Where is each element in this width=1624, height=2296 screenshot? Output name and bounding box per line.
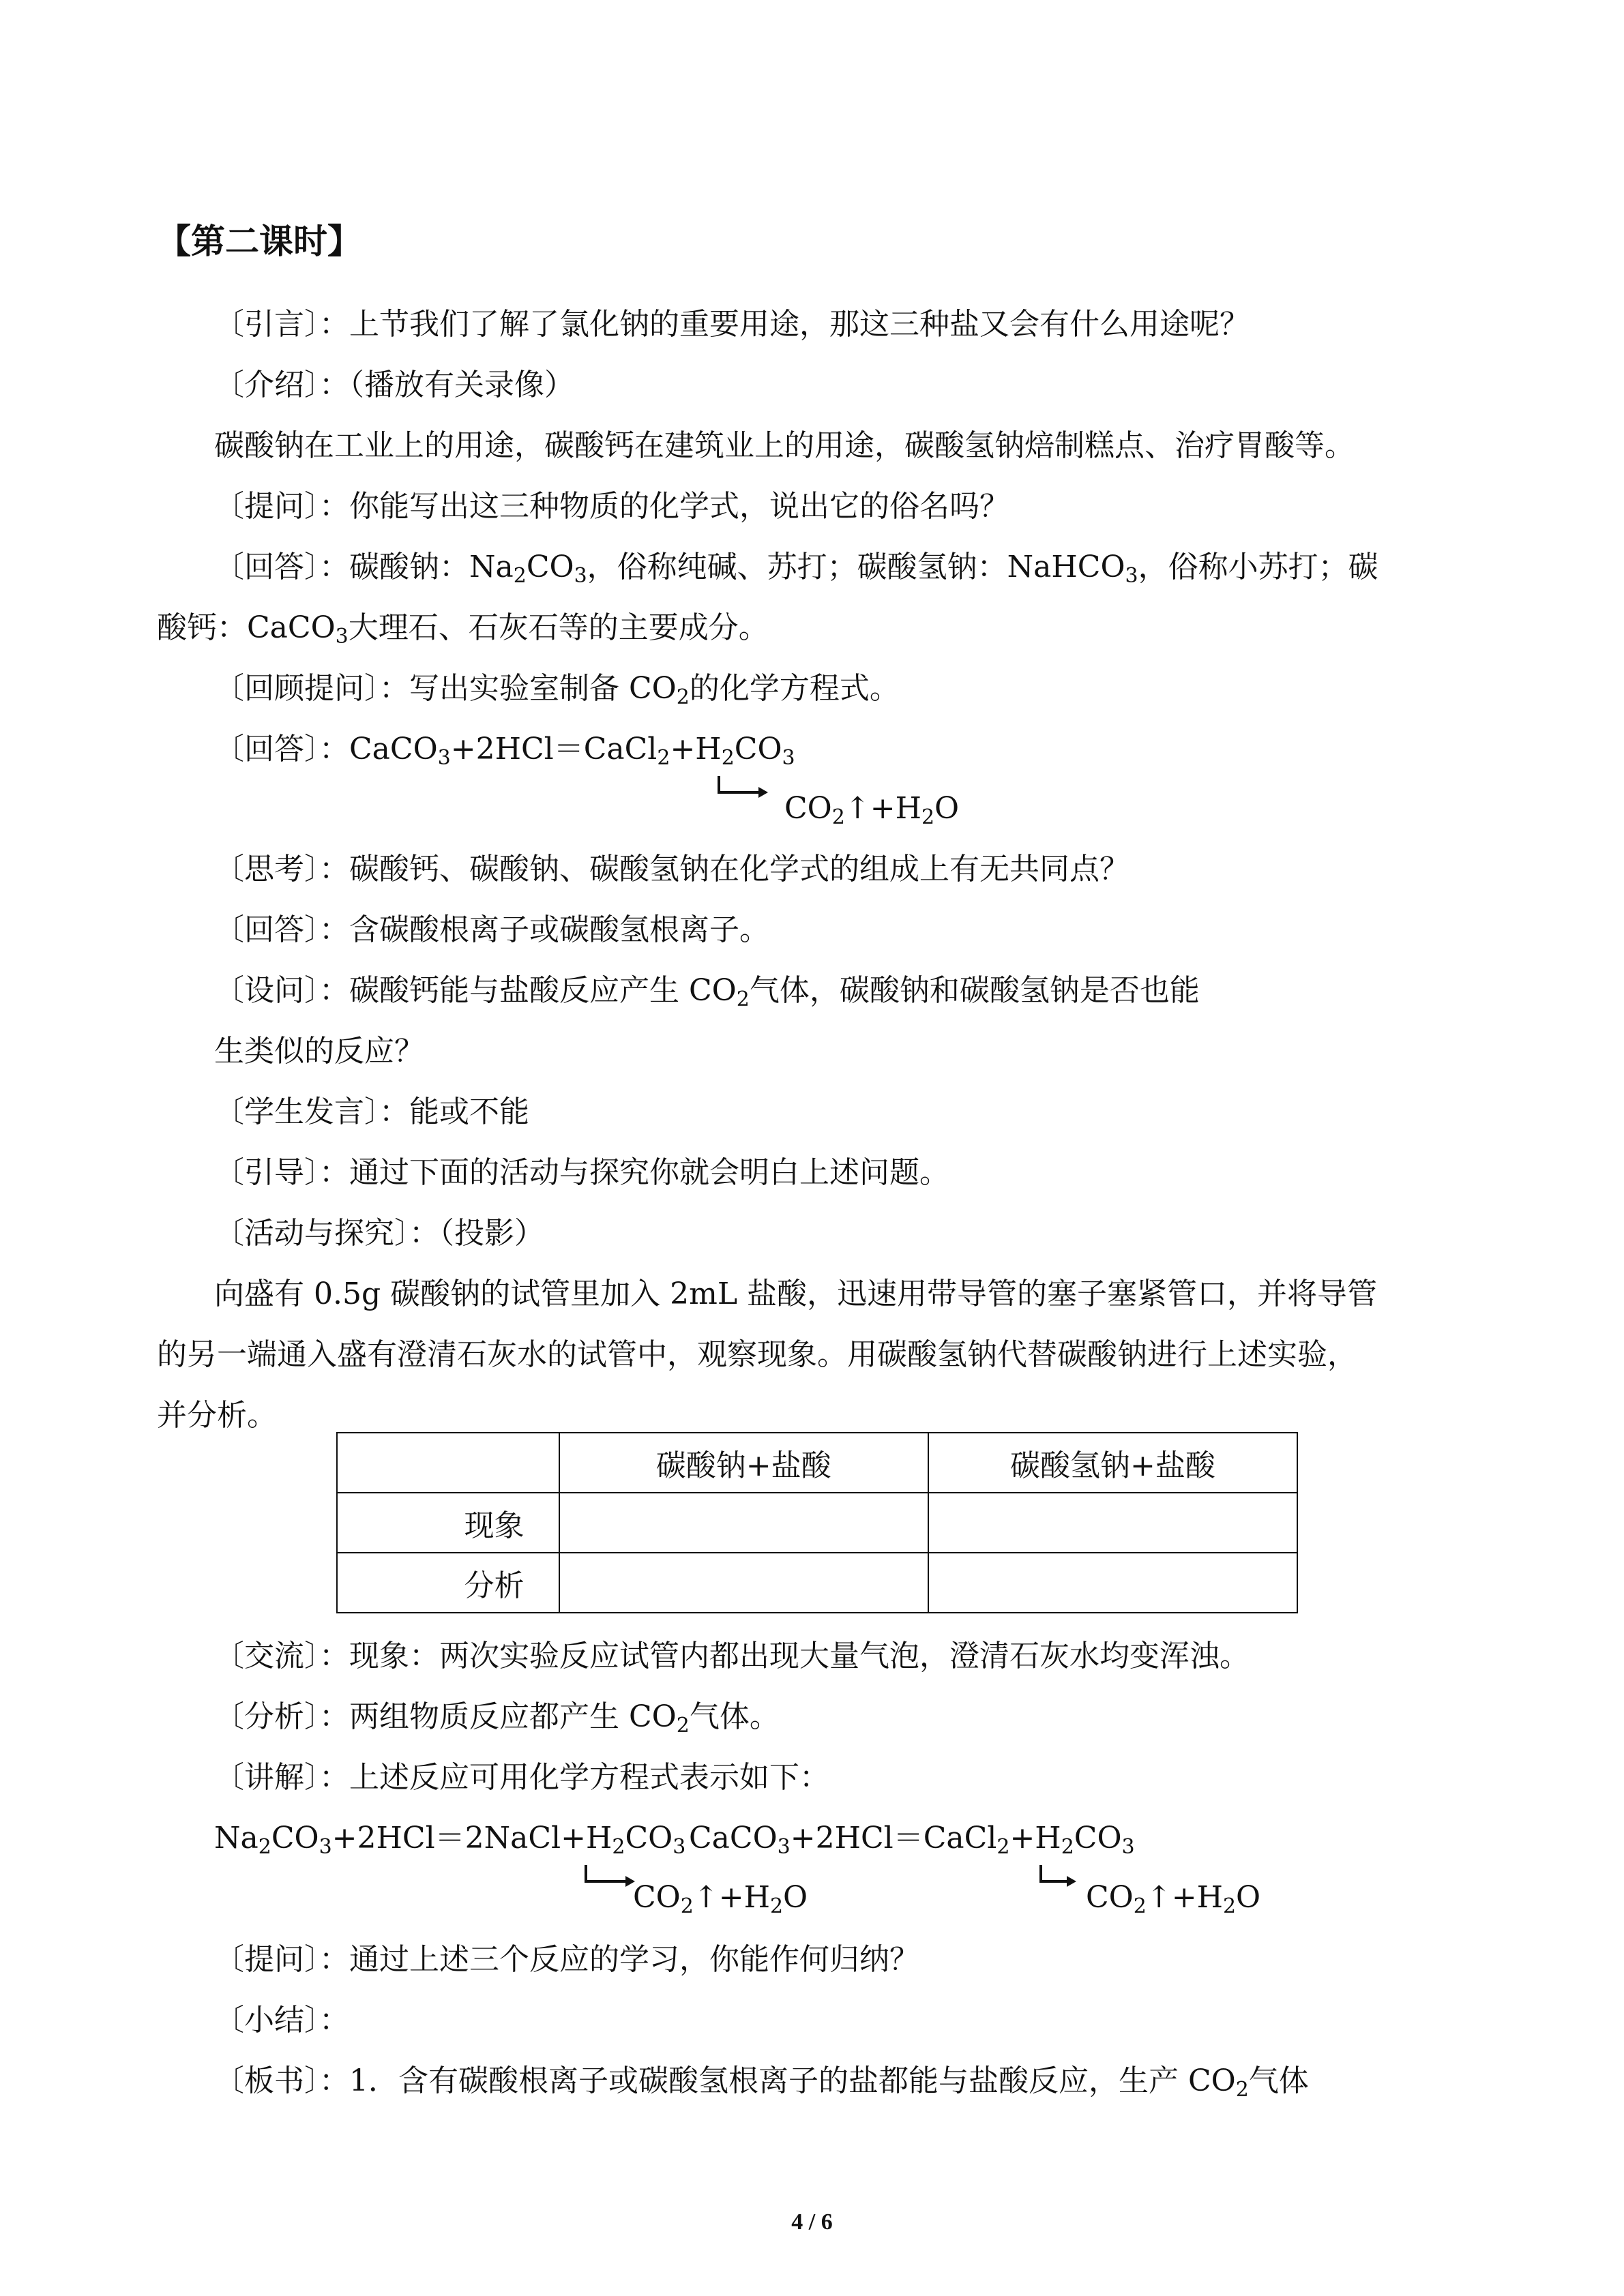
text-line: 的另一端通入盛有澄清石灰水的试管中，观察现象。用碳酸氢钠代替碳酸钠进行上述实验， — [157, 1337, 1357, 1372]
table-row-label: 现象 — [337, 1493, 559, 1553]
section-title: 【第二课时】 — [157, 222, 361, 261]
text-line: 生类似的反应？ — [214, 1034, 424, 1069]
text-line: 〔提问〕：通过上述三个反应的学习，你能作何归纳？ — [214, 1942, 919, 1977]
text-line: 〔提问〕：你能写出这三种物质的化学式，说出它的俗名吗？ — [214, 489, 1009, 524]
equation-product: $CO_2↑+H_2O$ — [784, 791, 960, 829]
table-row — [337, 1493, 1297, 1553]
text-line: 〔交流〕：现象：两次实验反应试管内都出现大量气泡，澄清石灰水均变浑浊。 — [214, 1639, 1250, 1673]
table-header-row — [337, 1433, 1297, 1493]
text-line: 〔回答〕：含碳酸根离子或碳酸氢根离子。 — [214, 912, 769, 947]
text-line: 〔学生发言〕：能或不能 — [214, 1094, 529, 1129]
text-line: 〔思考〕：碳酸钙、碳酸钠、碳酸氢钠在化学式的组成上有无共同点？ — [214, 852, 1130, 886]
text-line: 酸钙：CaCO$_3$大理石、石灰石等的主要成分。 — [157, 610, 769, 648]
page-number: 4 / 6 — [791, 2209, 833, 2235]
branch-arrow-icon — [583, 1864, 638, 1898]
text-line: 〔设问〕：碳酸钙能与盐酸反应产生 $CO_2$气体，碳酸钠和碳酸氢钠是否也能 — [214, 973, 1200, 1011]
text-line: 〔回答〕：碳酸钠：$Na_2CO_3$，俗称纯碱、苏打；碳酸氢钠：NaHCO$_3$，俗称小苏打；碳 — [214, 550, 1378, 588]
table-header-cell: 碳酸氢钠+盐酸 — [928, 1433, 1297, 1493]
equation-product: $CO_2↑+H_2O$ — [1086, 1880, 1261, 1918]
text-line: 〔引言〕：上节我们了解了氯化钠的重要用途，那这三种盐又会有什么用途呢？ — [214, 307, 1250, 342]
text-line: 〔回顾提问〕：写出实验室制备 $CO_2$的化学方程式。 — [214, 671, 900, 709]
table-cell — [928, 1493, 1297, 1553]
branch-arrow-icon — [1038, 1864, 1079, 1898]
text-line: 〔板书〕：1．含有碳酸根离子或碳酸氢根离子的盐都能与盐酸反应，生产 $CO_2$气体 — [214, 2063, 1309, 2102]
equation-line: 〔回答〕：$CaCO_3+2HCl=CaCl_2+H_2CO_3$ — [214, 732, 795, 770]
text-line: 〔介绍〕：（播放有关录像） — [214, 368, 574, 402]
text-line: 碳酸钠在工业上的用途，碳酸钙在建筑业上的用途，碳酸氢钠焙制糕点、治疗胃酸等。 — [214, 428, 1355, 463]
equation-product: $CO_2↑+H_2O$ — [633, 1880, 808, 1918]
table-cell — [559, 1493, 928, 1553]
text-line: 〔分析〕：两组物质反应都产生 $CO_2$气体。 — [214, 1699, 780, 1738]
table-cell — [928, 1553, 1297, 1613]
text-line: 〔引导〕：通过下面的活动与探究你就会明白上述问题。 — [214, 1155, 949, 1190]
table-row — [337, 1553, 1297, 1613]
table-header-cell: 碳酸钠+盐酸 — [559, 1433, 928, 1493]
equation-line: $CaCO_3+2HCl=CaCl_2+H_2CO_3$ — [689, 1821, 1135, 1859]
table-corner-cell — [337, 1433, 559, 1493]
text-line: 〔小结〕： — [214, 2003, 349, 2038]
text-line: 向盛有 0.5g 碳酸钠的试管里加入 2mL 盐酸，迅速用带导管的塞子塞紧管口，并将导管 — [214, 1277, 1378, 1311]
experiment-table — [336, 1432, 1298, 1613]
text-line: 〔活动与探究〕：（投影） — [214, 1216, 544, 1251]
text-line: 〔讲解〕：上述反应可用化学方程式表示如下： — [214, 1760, 829, 1795]
text-line: 并分析。 — [157, 1398, 277, 1433]
table-cell — [559, 1553, 928, 1613]
equation-line: $Na_2CO_3+2HCl=2NaCl+H_2CO_3$ — [214, 1821, 686, 1859]
branch-arrow-icon — [716, 775, 771, 809]
table-row-label: 分析 — [337, 1553, 559, 1613]
